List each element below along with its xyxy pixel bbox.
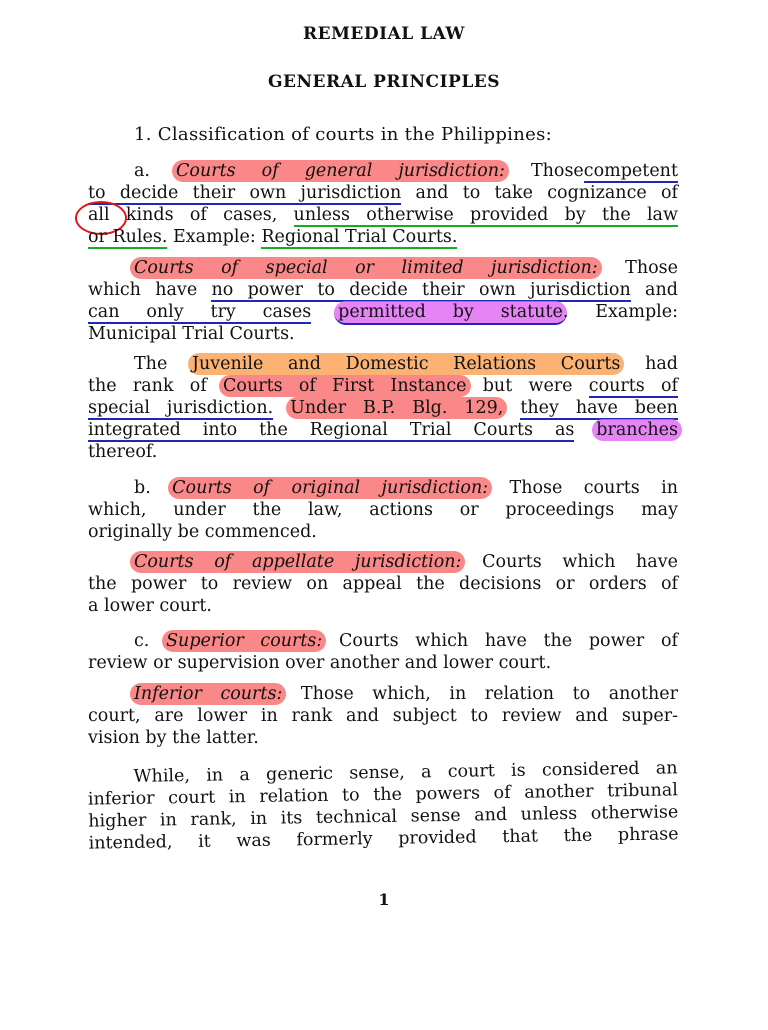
item-marker-b: b. [134, 478, 151, 498]
underline-or-rules: or Rules. [88, 227, 168, 247]
underline-example-rtc: Regional Trial Courts. [261, 227, 458, 247]
text-fragment: kinds of cases, [125, 205, 278, 225]
underline-integrated: integrated into the Regional Trial Courts as [88, 420, 575, 440]
text-fragment: Courts which have the power of [339, 631, 678, 651]
section-heading: 1. Classification of courts in the Philippines: [134, 124, 552, 145]
page-number: 1 [378, 890, 390, 909]
underline-can-only-try: can only try cases [88, 302, 312, 322]
term-appellate-jurisdiction: Courts of appellate jurisdiction: [134, 552, 462, 572]
paragraph-generic-line-3: higher in rank, in its technical sense and unless otherwise [88, 802, 679, 832]
item-marker-c: c. [134, 631, 150, 651]
highlight-courts-first-instance: Courts of First Instance [219, 375, 470, 397]
text-fragment: which have [88, 280, 198, 300]
term-inferior-courts: Inferior courts: [134, 684, 283, 704]
paragraph-c-line-2: review or supervision over another and lower court. [88, 653, 552, 673]
paragraph-inferior-line-2: court, are lower in rank and subject to review and super- [88, 706, 678, 726]
document-subtitle: GENERAL PRINCIPLES [267, 72, 501, 92]
paragraph-appellate-line-3: a lower court. [88, 596, 212, 616]
text-fragment: the rank of [88, 376, 207, 396]
highlight-branches: branches [592, 419, 682, 441]
paragraph-generic-line-4: intended, it was formerly provided that the phrase [88, 824, 679, 854]
underline-competent: competent [583, 161, 678, 181]
text-fragment: and to take cognizance of [415, 183, 679, 203]
paragraph-b-line-2: which, under the law, actions or proceedings may [88, 500, 678, 520]
item-marker-a: a. [134, 161, 150, 181]
highlight-bp-blg-129: Under B.P. Blg. 129, [286, 397, 507, 419]
text-fragment: Those [625, 258, 678, 278]
term-general-jurisdiction: Courts of general jurisdiction: [176, 161, 505, 181]
term-superior-courts: Superior courts: [166, 631, 323, 651]
text-fragment: but were [482, 376, 573, 396]
term-original-jurisdiction: Courts of original jurisdiction: [172, 478, 489, 498]
circled-word-all: all [88, 205, 110, 225]
underline-they-have-been: they have been [520, 398, 678, 418]
text-fragment: Those which, in relation to another [300, 684, 678, 704]
paragraph-appellate-line-2: the power to review on appeal the decisions or orders of [88, 574, 678, 594]
term-special-jurisdiction: Courts of special or limited jurisdiction: [134, 258, 598, 278]
underline-no-power: no power to decide their own jurisdiction [211, 280, 631, 300]
underline-unless-otherwise: unless otherwise provided by the law [293, 205, 678, 225]
paragraph-b-line-3: originally be commenced. [88, 522, 317, 542]
paragraph-generic-line-2: inferior court in relation to the powers of another tribunal [87, 780, 679, 810]
underline-courts-of: courts of [588, 376, 678, 396]
text-fragment: and [645, 280, 678, 300]
text-fragment: had [645, 354, 678, 374]
highlight-permitted-by-statute: permitted by statute [334, 301, 567, 325]
underline-decide-jurisdiction: to decide their own jurisdiction [88, 183, 402, 203]
text-fragment: Those courts in [509, 478, 678, 498]
text-fragment: Example: [173, 227, 256, 247]
paragraph-juvenile-line-5: thereof. [88, 442, 158, 462]
text-fragment: . Example: [562, 302, 678, 322]
text-fragment: Those [530, 161, 584, 181]
text-fragment: Courts which have [482, 552, 678, 572]
highlight-juvenile-courts: Juvenile and Domestic Relations Courts [188, 353, 624, 375]
text-fragment: The [134, 354, 168, 374]
underline-special-jurisdiction: special jurisdiction. [88, 398, 274, 418]
paragraph-special-line-4: Municipal Trial Courts. [88, 324, 295, 344]
paragraph-generic-line-1: While, in a generic sense, a court is considered an [133, 758, 678, 787]
paragraph-inferior-line-3: vision by the latter. [88, 728, 259, 748]
document-title: REMEDIAL LAW [302, 24, 465, 44]
